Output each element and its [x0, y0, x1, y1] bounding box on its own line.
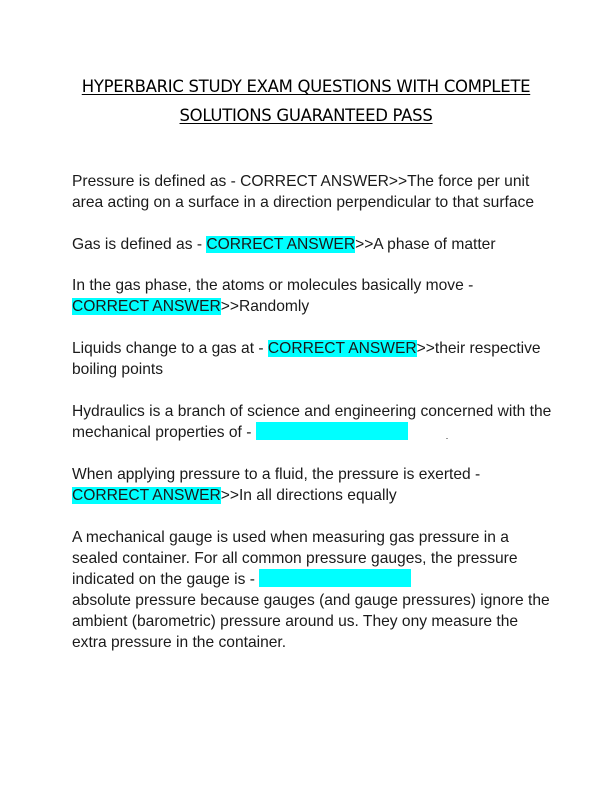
question-text: Pressure is defined as -	[72, 173, 241, 190]
answer-text: >>Randomly	[220, 298, 310, 316]
answer-text: >>In all directions equally	[220, 486, 397, 504]
qa-item-gas	[72, 235, 552, 256]
answer-text: absolute pressure because gauges (and gauge pressures) ignore the ambient (barometric) pressure around us. They ony measure the extra pressure in the container.	[72, 592, 550, 651]
answer-marker-highlighted: CORRECT ANSWER	[72, 298, 221, 316]
answer-marker: CORRECT ANSWER	[240, 173, 389, 190]
answer-text: >>A phase of matter	[355, 235, 496, 253]
question-text: Liquids change to a gas at -	[72, 339, 268, 357]
answer-marker-highlighted: CORRECT ANSWER	[72, 486, 221, 504]
qa-list	[72, 172, 552, 675]
question-text: In the gas phase, the atoms or molecules basically move -	[72, 277, 474, 295]
answer-marker-highlighted: CORRECT ANSWER	[206, 235, 356, 253]
question-text: When applying pressure to a fluid, the pressure is exerted -	[72, 466, 481, 484]
question-text: A mechanical gauge is used when measuring gas pressure in a sealed container. For all common pressure gauges, the pressure indicated on the gauge is -	[72, 528, 518, 589]
question-text: Hydraulics is a branch of science and engineering concerned with the mechanical properties of -	[72, 402, 552, 442]
qa-item-liquids	[72, 339, 552, 381]
qa-item-pressure	[72, 172, 552, 214]
document-title-line-1: HYPERBARIC STUDY EXAM QUESTIONS WITH COMPLETE	[81, 77, 531, 96]
answer-marker-highlighted: CORRECT ANSWER	[267, 339, 417, 357]
redacted-answer-bar	[259, 569, 411, 587]
qa-item-hydraulics	[72, 402, 552, 445]
qa-item-mechanical-gauge	[72, 528, 552, 654]
stray-mark	[446, 438, 448, 439]
qa-item-gas-phase	[72, 276, 552, 318]
answer-text: >>their respective boiling points	[72, 339, 541, 378]
question-text: Gas is defined as -	[72, 235, 207, 253]
redacted-answer-bar	[256, 422, 408, 440]
document-title-line-2: SOLUTIONS GUARANTEED PASS	[179, 106, 433, 125]
answer-text: >>The force per unit area acting on a surface in a direction perpendicular to that surface	[72, 173, 535, 211]
qa-item-fluid-pressure	[72, 465, 552, 507]
